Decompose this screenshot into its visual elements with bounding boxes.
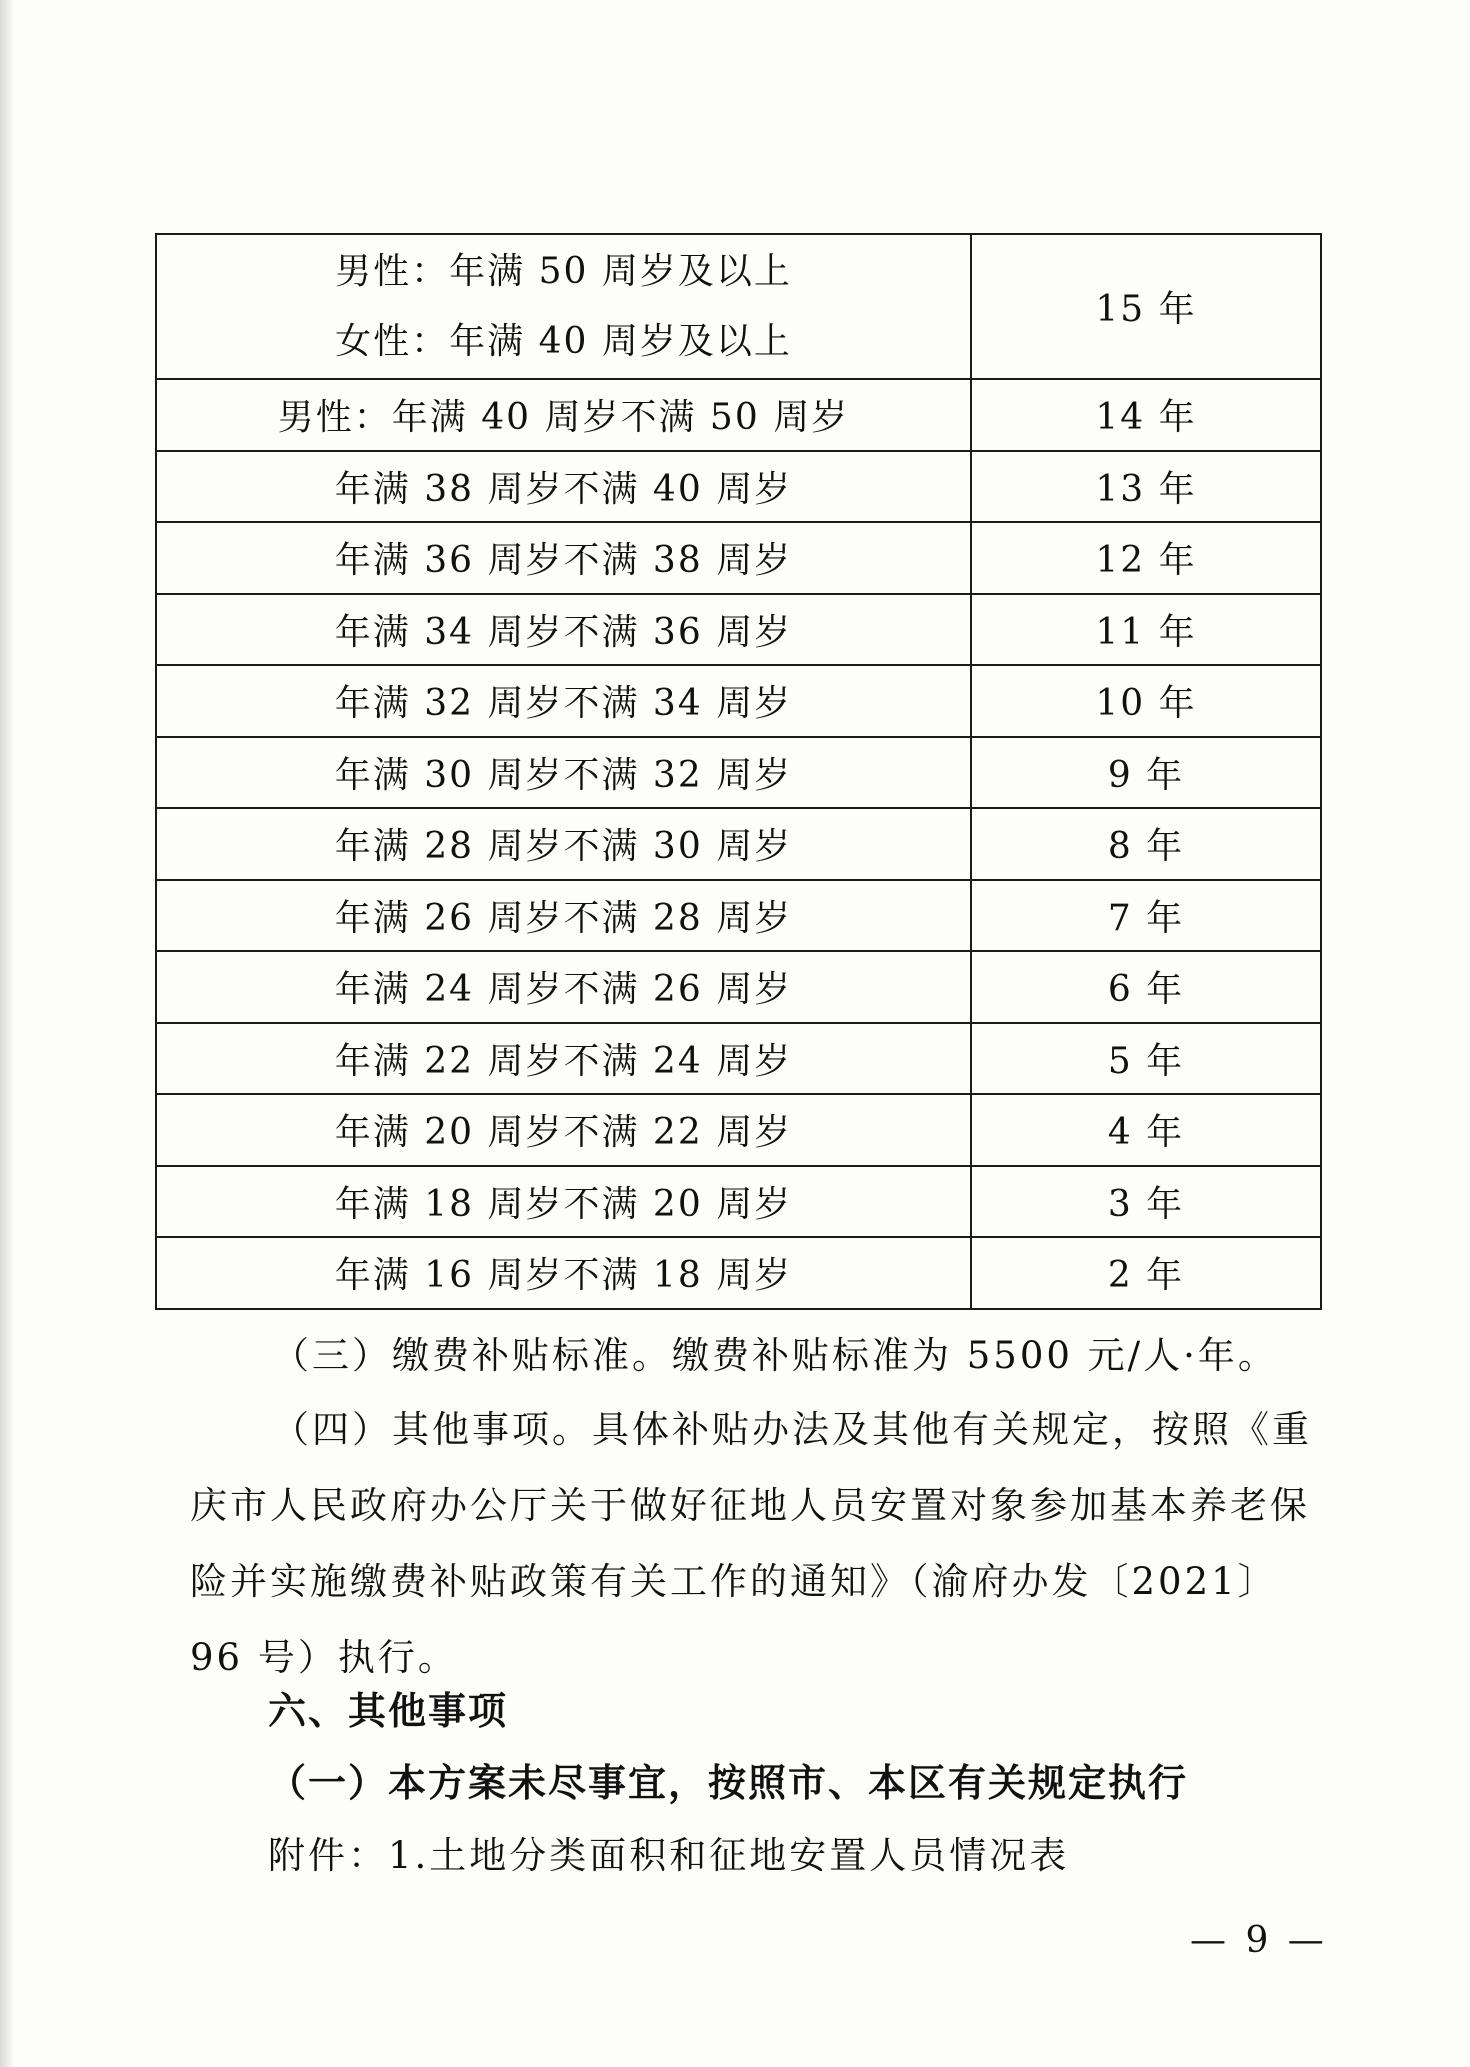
table-row: [156, 379, 1321, 451]
condition-cell: 年满 26 周岁不满 28 周岁: [156, 880, 971, 952]
condition-cell: 年满 18 周岁不满 20 周岁: [156, 1166, 971, 1238]
condition-cell: 年满 22 周岁不满 24 周岁: [156, 1023, 971, 1095]
table-row: [156, 451, 1321, 523]
condition-cell: 年满 24 周岁不满 26 周岁: [156, 951, 971, 1023]
years-cell: 14 年: [971, 379, 1321, 451]
subsidy-standard-paragraph: （三）缴费补贴标准。缴费补贴标准为 5500 元/人·年。: [272, 1334, 1278, 1377]
page-number: — 9 —: [1190, 1920, 1328, 1961]
other-matters-paragraph: （四）其他事项。具体补贴办法及其他有关规定，按照《重庆市人民政府办公厅关于做好征地人员安置对象参加基本养老保险并实施缴费补贴政策有关工作的通知》（渝府办发〔2021〕96 号）执行。: [190, 1408, 1312, 1679]
table-row: [156, 594, 1321, 666]
table-row: [156, 808, 1321, 880]
table-row: [156, 737, 1321, 809]
attachment-line: 附件：1.土地分类面积和征地安置人员情况表: [268, 1834, 1070, 1877]
table-row: [156, 665, 1321, 737]
years-cell: 2 年: [971, 1237, 1321, 1309]
section-heading: 六、其他事项: [268, 1689, 509, 1733]
years-cell: 12 年: [971, 522, 1321, 594]
years-cell: 10 年: [971, 665, 1321, 737]
years-cell: 3 年: [971, 1166, 1321, 1238]
scan-edge-shadow: [0, 0, 14, 2067]
condition-cell: 年满 16 周岁不满 18 周岁: [156, 1237, 971, 1309]
years-cell: 4 年: [971, 1094, 1321, 1166]
condition-cell: 年满 28 周岁不满 30 周岁: [156, 808, 971, 880]
condition-cell: 年满 38 周岁不满 40 周岁: [156, 451, 971, 523]
table-row: [156, 951, 1321, 1023]
table-row: [156, 1023, 1321, 1095]
condition-cell: 年满 34 周岁不满 36 周岁: [156, 594, 971, 666]
years-cell: 11 年: [971, 594, 1321, 666]
subsidy-years-table: [155, 233, 1322, 1310]
condition-cell: 年满 20 周岁不满 22 周岁: [156, 1094, 971, 1166]
condition-line: 男性：年满 50 周岁及以上: [335, 250, 792, 292]
condition-cell: 男性：年满 40 周岁不满 50 周岁: [156, 379, 971, 451]
years-cell: 13 年: [971, 451, 1321, 523]
table-row: [156, 522, 1321, 594]
table-row: [156, 234, 1321, 379]
table-row: [156, 880, 1321, 952]
years-cell: 9 年: [971, 737, 1321, 809]
years-cell: 6 年: [971, 951, 1321, 1023]
section-item-heading: （一）本方案未尽事宜，按照市、本区有关规定执行: [268, 1761, 1189, 1805]
table-row: [156, 1237, 1321, 1309]
years-cell: 15 年: [971, 234, 1321, 379]
table-row: [156, 1094, 1321, 1166]
condition-cell: 年满 32 周岁不满 34 周岁: [156, 665, 971, 737]
condition-cell: [156, 234, 971, 379]
condition-cell: 年满 36 周岁不满 38 周岁: [156, 522, 971, 594]
years-cell: 5 年: [971, 1023, 1321, 1095]
condition-cell: 年满 30 周岁不满 32 周岁: [156, 737, 971, 809]
years-cell: 7 年: [971, 880, 1321, 952]
years-cell: 8 年: [971, 808, 1321, 880]
table-row: [156, 1166, 1321, 1238]
condition-line: 女性：年满 40 周岁及以上: [335, 320, 792, 362]
